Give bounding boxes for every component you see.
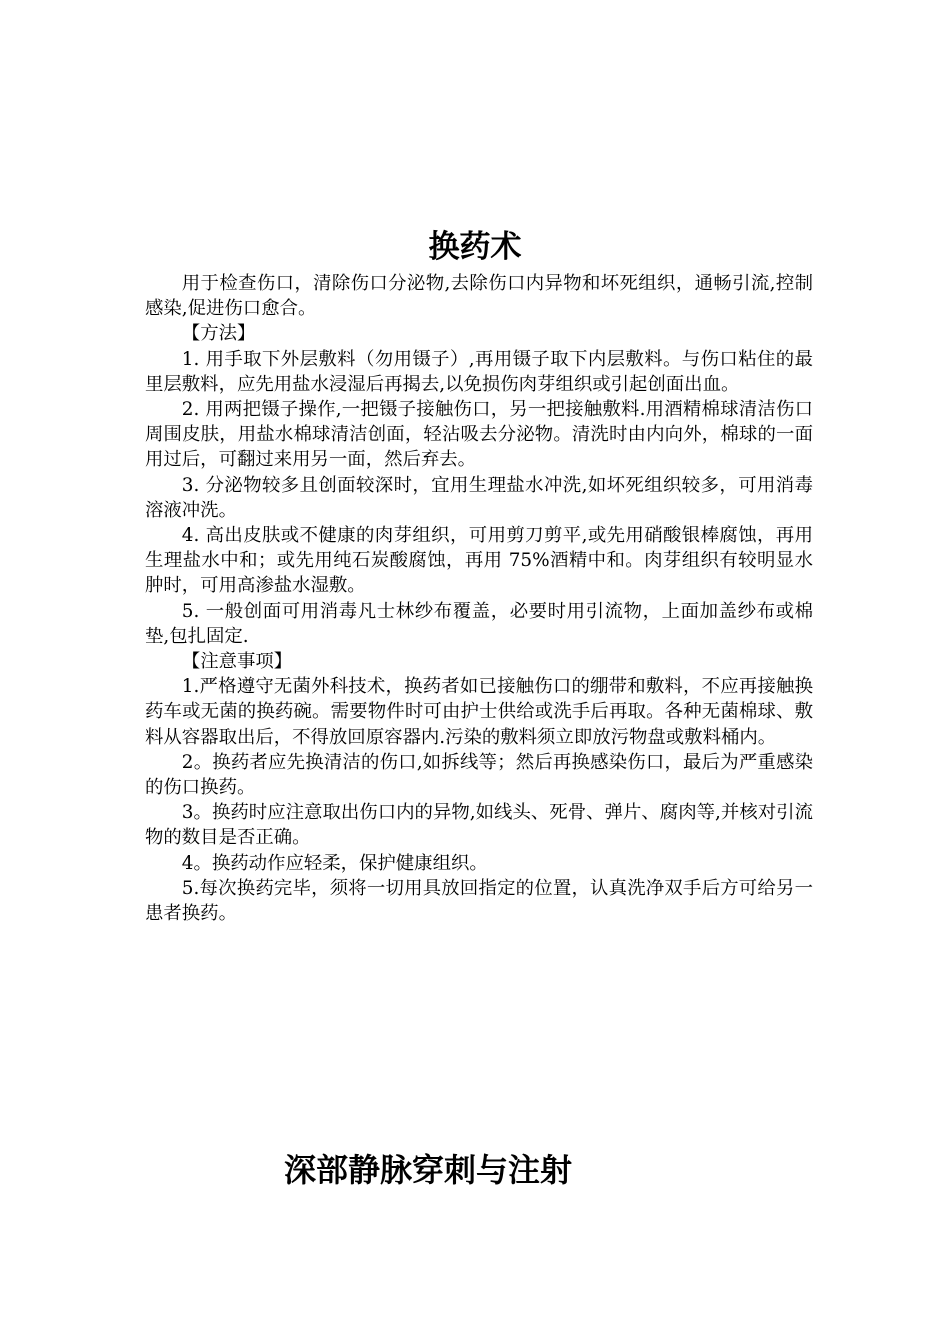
intro-paragraph: 用于检查伤口，清除伤口分泌物,去除伤口内异物和坏死组织，通畅引流,控制感染,促进伤口愈合。 — [145, 273, 813, 320]
next-section-title: 深部静脉穿刺与注射 — [284, 1151, 573, 1189]
note-item-5: 5.每次换药完毕，须将一切用具放回指定的位置，认真洗净双手后方可给另一患者换药。 — [145, 877, 813, 925]
note-item-3: 3。换药时应注意取出伤口内的异物,如线头、死骨、弹片、腐肉等,并核对引流物的数目是否正确。 — [145, 802, 813, 849]
method-step-5: 5. 一般创面可用消毒凡士林纱布覆盖，必要时用引流物，上面加盖纱布或棉垫,包扎固定. — [145, 600, 813, 647]
note-item-1: 1.严格遵守无菌外科技术，换药者如已接触伤口的绷带和敷料，不应再接触换药车或无菌的换药碗。需要物件时可由护士供给或洗手后再取。各种无菌棉球、敷料从容器取出后，不得放回原容器内.污染的敷料须立即放污物盘或敷料桶内。 — [145, 676, 813, 748]
note-item-2: 2。换药者应先换清洁的伤口,如拆线等；然后再换感染伤口，最后为严重感染的伤口换药。 — [145, 751, 813, 799]
notes-heading: 【注意事项】 — [181, 651, 293, 673]
method-step-3: 3. 分泌物较多且创面较深时，宜用生理盐水冲洗,如坏死组织较多，可用消毒溶液冲洗。 — [145, 474, 813, 521]
method-step-2: 2. 用两把镊子操作,一把镊子接触伤口，另一把接触敷料.用酒精棉球清洁伤口周围皮肤，用盐水棉球清洁创面，轻沾吸去分泌物。清洗时由内向外，棉球的一面用过后，可翻过来用另一面，然后弃去。 — [145, 399, 813, 471]
method-heading: 【方法】 — [181, 323, 256, 345]
document-body — [145, 271, 813, 926]
method-step-1: 1. 用手取下外层敷料（勿用镊子）,再用镊子取下内层敷料。与伤口粘住的最里层敷料，应先用盐水浸湿后再揭去,以免损伤肉芽组织或引起创面出血。 — [145, 348, 813, 395]
document-title: 换药术 — [428, 229, 522, 265]
note-item-4: 4。换药动作应轻柔，保护健康组织。 — [181, 852, 488, 874]
method-step-4: 4. 高出皮肤或不健康的肉芽组织，可用剪刀剪平,或先用硝酸银棒腐蚀，再用生理盐水中和；或先用纯石炭酸腐蚀，再用 75%酒精中和。肉芽组织有较明显水肿时，可用高渗盐水湿敷。 — [145, 525, 813, 597]
